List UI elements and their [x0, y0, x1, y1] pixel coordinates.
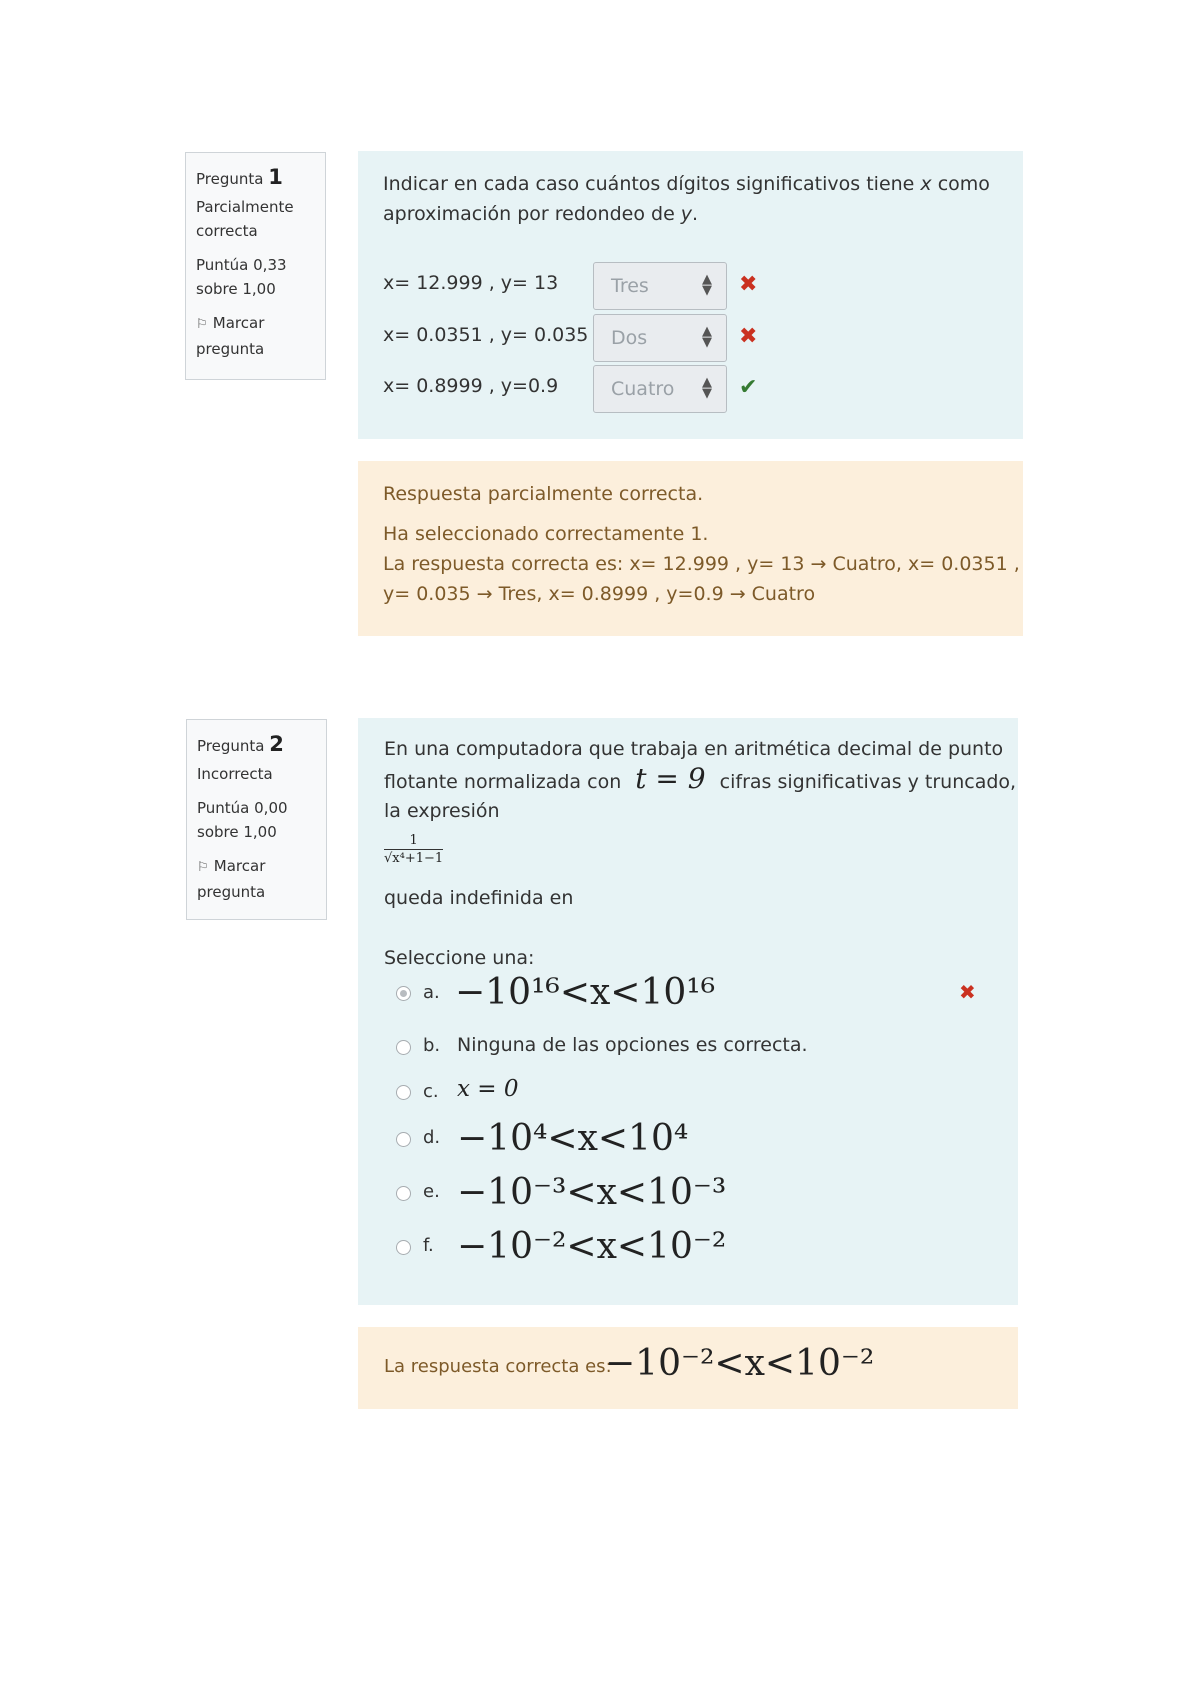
feedback-status: Respuesta parcialmente correcta. [383, 483, 704, 505]
cross-icon: ✖ [739, 272, 758, 297]
flag-icon: ⚐ [196, 317, 208, 332]
cross-icon: ✖ [959, 980, 976, 1004]
feedback-count: Ha seleccionado correctamente 1. [383, 523, 709, 545]
question-grade-2: sobre 1,00 [197, 823, 277, 841]
option-b-radio[interactable] [396, 1040, 411, 1055]
select-prompt: Seleccione una: [384, 947, 535, 969]
math-t-equals-9: t = 9 [635, 762, 706, 795]
option-a-radio[interactable] [396, 986, 411, 1001]
feedback-correct-answer: −10⁻²<x<10⁻² [605, 1343, 875, 1384]
option-a-text[interactable]: −10¹⁶<x<10¹⁶ [455, 972, 716, 1013]
option-e-text[interactable]: −10⁻³<x<10⁻³ [457, 1172, 727, 1213]
cross-icon: ✖ [739, 324, 758, 349]
question-2-text-line1: En una computadora que trabaja en aritmética decimal de punto [384, 738, 1004, 760]
question-2-text-line4: queda indefinida en [384, 887, 574, 909]
option-b-letter: b. [423, 1035, 441, 1056]
question-1-text: Indicar en cada caso cuántos dígitos significativos tiene x como aproximación por redondeo de y. [383, 173, 990, 225]
flag-question-link[interactable]: ⚐ Marcar [196, 311, 315, 337]
option-e-radio[interactable] [396, 1186, 411, 1201]
option-d-text[interactable]: −10⁴<x<10⁴ [457, 1118, 689, 1159]
option-c-radio[interactable] [396, 1085, 411, 1100]
option-e-letter: e. [423, 1181, 440, 1202]
question-grade-2: sobre 1,00 [196, 280, 276, 298]
option-f-text[interactable]: −10⁻²<x<10⁻² [457, 1226, 727, 1267]
question-1-content [358, 151, 1023, 439]
answer-select[interactable]: Dos ▲ ▼ [593, 314, 727, 362]
question-2-feedback [358, 1327, 1018, 1409]
question-2-content [358, 718, 1018, 1305]
flag-icon: ⚐ [197, 860, 209, 875]
feedback-correct-answer-label: La respuesta correcta es: [384, 1356, 612, 1377]
question-grade: Puntúa 0,33 [196, 256, 287, 274]
question-1-info [185, 152, 326, 380]
flag-question-link-2[interactable]: pregunta [196, 340, 265, 358]
flag-question-link-2[interactable]: pregunta [197, 883, 266, 901]
question-state: Parcialmente [196, 198, 294, 216]
option-f-letter: f. [423, 1235, 434, 1256]
question-number: Pregunta 1 [196, 165, 283, 189]
feedback-correct-answer: La respuesta correcta es: x= 12.999 , y= 13 → Cuatro, x= 0.0351 , [383, 553, 1020, 575]
updown-arrows-icon: ▲ ▼ [702, 375, 712, 401]
question-state: Incorrecta [197, 765, 273, 783]
question-2-text-line3: la expresión [384, 800, 500, 822]
flag-question-link[interactable]: ⚐ Marcar [197, 854, 316, 880]
option-c-letter: c. [423, 1081, 439, 1102]
match-row-label: x= 0.0351 , y= 0.035 [383, 324, 589, 346]
question-1-feedback [358, 461, 1023, 636]
option-f-radio[interactable] [396, 1240, 411, 1255]
updown-arrows-icon: ▲ ▼ [702, 272, 712, 298]
check-icon: ✔ [739, 375, 758, 400]
answer-select[interactable]: Tres ▲ ▼ [593, 262, 727, 310]
question-state-2: correcta [196, 222, 258, 240]
question-grade: Puntúa 0,00 [197, 799, 288, 817]
option-a-letter: a. [423, 982, 440, 1003]
option-d-radio[interactable] [396, 1132, 411, 1147]
option-d-letter: d. [423, 1127, 441, 1148]
question-number: Pregunta 2 [197, 732, 284, 756]
option-b-text[interactable]: Ninguna de las opciones es correcta. [457, 1034, 808, 1056]
match-row-label: x= 12.999 , y= 13 [383, 272, 559, 294]
answer-select[interactable]: Cuatro ▲ ▼ [593, 365, 727, 413]
match-row-label: x= 0.8999 , y=0.9 [383, 375, 559, 397]
math-expression: $\frac{1}{\text{√x⁴+1−1}}$ [384, 833, 444, 866]
feedback-correct-answer-2: y= 0.035 → Tres, x= 0.8999 , y=0.9 → Cuatro [383, 583, 816, 605]
updown-arrows-icon: ▲ ▼ [702, 324, 712, 350]
question-2-info [186, 719, 327, 920]
option-c-text[interactable]: x = 0 [457, 1076, 519, 1102]
question-2-text-line2: flotante normalizada con t = 9 cifras significativas y truncado, [384, 762, 1017, 795]
